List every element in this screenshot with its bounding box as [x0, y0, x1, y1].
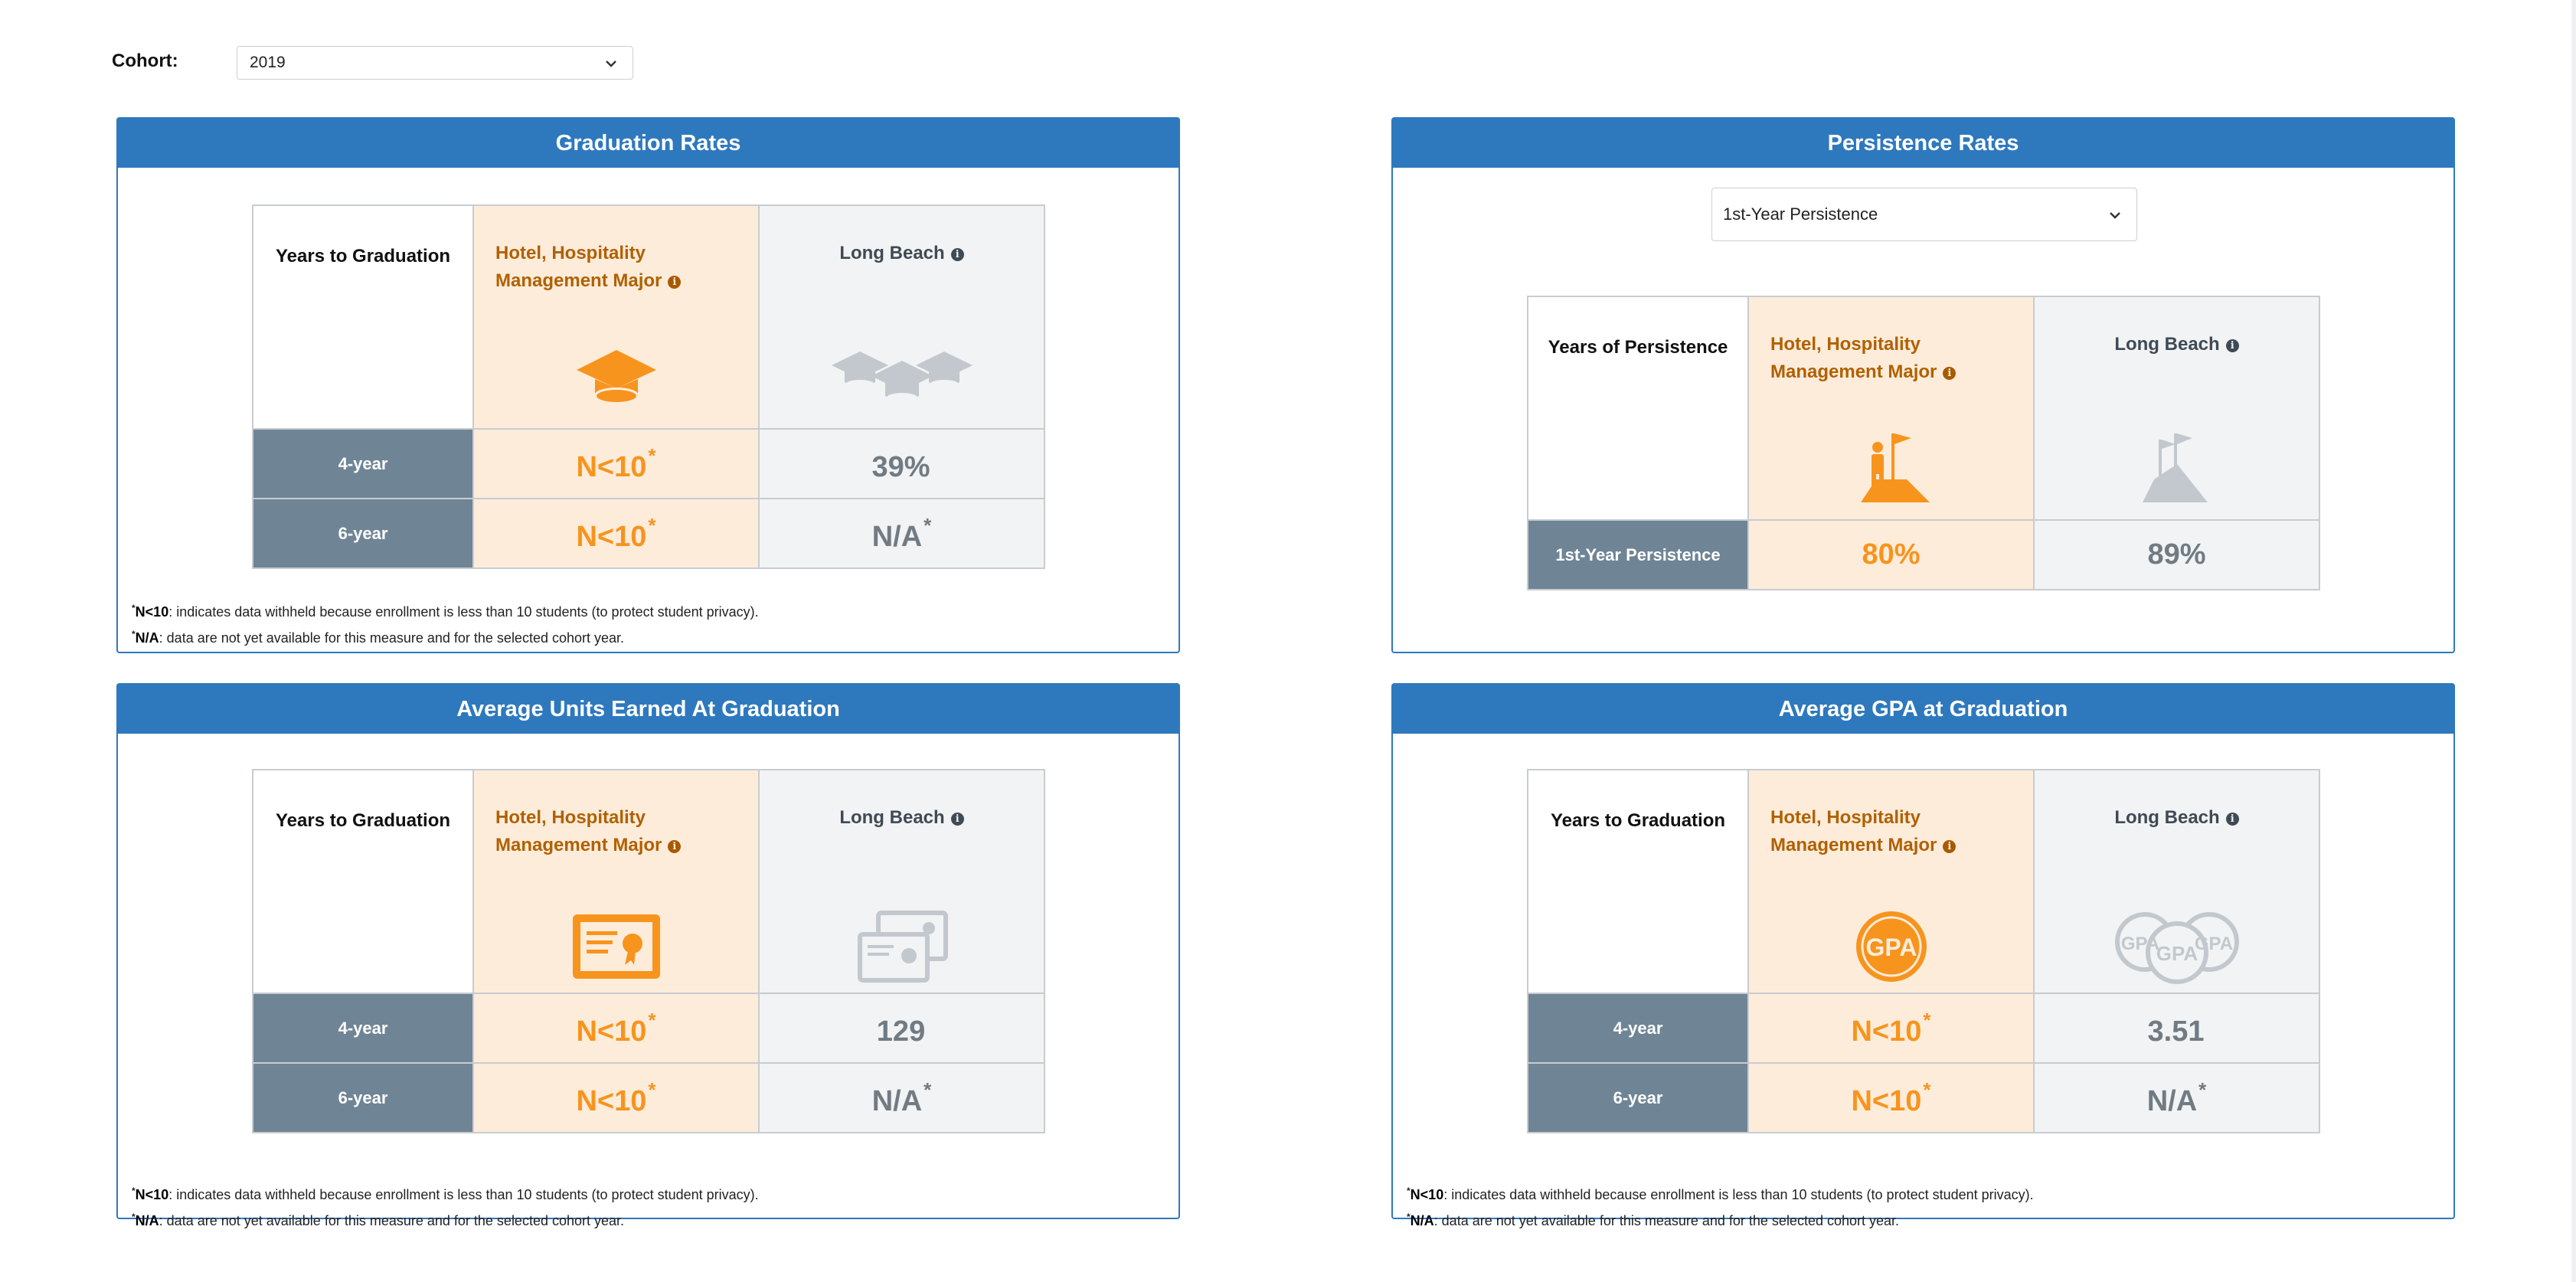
info-icon[interactable]: i — [668, 276, 681, 289]
gpa-badge-icon — [1849, 908, 1934, 985]
person-with-flag-on-mountain-icon — [1845, 426, 1937, 510]
footnote-na: *N/A: data are not yet available for this measure and for the selected cohort year. — [132, 1212, 625, 1228]
major-label: Hotel, Hospitality Management Major — [495, 243, 662, 291]
footnote-n10: *N<10: indicates data withheld because enrollment is less than 10 students (to protect student privacy). — [1407, 1186, 2034, 1202]
major-value: N<10* — [1748, 1063, 2034, 1133]
cohort-label: Cohort: — [112, 51, 178, 71]
table-row — [253, 429, 1044, 499]
average-units-table — [252, 769, 1045, 1133]
cohort-select[interactable] — [237, 46, 633, 80]
graduation-caps-group-icon — [825, 344, 979, 413]
major-label: Hotel, Hospitality Management Major — [1770, 807, 1937, 855]
campus-value: 3.51 — [2034, 993, 2319, 1063]
table-row — [253, 1063, 1044, 1133]
campus-column-header — [759, 770, 1044, 993]
persistence-select-value: 1st-Year Persistence — [1723, 204, 1878, 224]
average-gpa-panel — [1391, 683, 2455, 1228]
persistence-type-select[interactable] — [1711, 188, 2137, 241]
panel-title: Graduation Rates — [118, 119, 1178, 168]
major-column-header — [473, 770, 759, 993]
graduation-rates-table — [252, 204, 1045, 569]
major-value: N<10* — [1748, 993, 2034, 1063]
row-label: 4-year — [1528, 993, 1748, 1063]
svg-text:GPA: GPA — [2120, 934, 2159, 954]
campus-label: Long Beach — [2114, 807, 2220, 828]
info-icon[interactable]: i — [1943, 840, 1956, 853]
campus-value: N/A* — [759, 499, 1044, 568]
table-row — [253, 993, 1044, 1063]
persistence-rates-panel — [1391, 117, 2455, 653]
panel-title: Persistence Rates — [1393, 119, 2453, 168]
info-icon[interactable]: i — [668, 840, 681, 853]
campus-column-header — [2034, 770, 2319, 993]
row-label: 1st-Year Persistence — [1528, 520, 1748, 590]
major-column-header — [473, 205, 759, 429]
panel-title: Average Units Earned At Graduation — [118, 685, 1178, 734]
row-label: 4-year — [253, 429, 473, 499]
campus-value: 129 — [759, 993, 1044, 1063]
table-row — [253, 499, 1044, 568]
diploma-certificates-stack-icon — [852, 908, 952, 985]
major-label: Hotel, Hospitality Management Major — [495, 807, 662, 855]
svg-text:GPA: GPA — [2156, 942, 2198, 965]
campus-value: 39% — [759, 429, 1044, 499]
table-row — [1528, 993, 2319, 1063]
campus-value: N/A* — [2034, 1063, 2319, 1133]
page-scrollbar[interactable] — [2571, 0, 2576, 1282]
info-icon[interactable]: i — [2226, 813, 2239, 826]
graduation-rates-panel — [116, 117, 1180, 653]
footnote-na: *N/A: data are not yet available for this measure and for the selected cohort year. — [1407, 1212, 1900, 1228]
major-column-header — [1748, 770, 2034, 993]
major-column-header — [1748, 296, 2034, 520]
row-label: 6-year — [253, 1063, 473, 1133]
row-header: Years of Persistence — [1528, 296, 1748, 520]
campus-label: Long Beach — [2114, 334, 2220, 355]
info-icon[interactable]: i — [2226, 339, 2239, 352]
campus-label: Long Beach — [839, 807, 945, 828]
footnote-n10: *N<10: indicates data withheld because enrollment is less than 10 students (to protect student privacy). — [132, 603, 759, 620]
chevron-down-icon — [603, 56, 619, 71]
info-icon[interactable]: i — [1943, 367, 1956, 380]
cohort-select-value: 2019 — [250, 54, 286, 71]
campus-column-header — [759, 205, 1044, 429]
footnote-na: *N/A: data are not yet available for this measure and for the selected cohort year. — [132, 629, 625, 646]
row-header: Years to Graduation — [1528, 770, 1748, 993]
diploma-certificate-icon — [567, 908, 666, 985]
major-value: N<10* — [473, 499, 759, 568]
svg-text:GPA: GPA — [2194, 934, 2233, 954]
average-units-panel — [116, 683, 1180, 1228]
row-label: 6-year — [253, 499, 473, 568]
gpa-badges-group-icon — [2108, 908, 2246, 985]
row-header: Years to Graduation — [253, 205, 473, 429]
flags-on-mountain-icon — [2131, 426, 2223, 510]
row-label: 6-year — [1528, 1063, 1748, 1133]
table-row — [1528, 1063, 2319, 1133]
campus-label: Long Beach — [839, 243, 945, 263]
major-label: Hotel, Hospitality Management Major — [1770, 334, 1937, 382]
major-value: 80% — [1748, 520, 2034, 590]
major-value: N<10* — [473, 993, 759, 1063]
panel-title: Average GPA at Graduation — [1393, 685, 2453, 734]
gpa-icon-text: GPA — [1865, 934, 1917, 961]
campus-value: N/A* — [759, 1063, 1044, 1133]
row-label: 4-year — [253, 993, 473, 1063]
major-value: N<10* — [473, 1063, 759, 1133]
info-icon[interactable]: i — [951, 813, 964, 826]
table-row — [1528, 520, 2319, 590]
campus-column-header — [2034, 296, 2319, 520]
graduation-cap-icon — [570, 344, 662, 413]
major-value: N<10* — [473, 429, 759, 499]
row-header: Years to Graduation — [253, 770, 473, 993]
persistence-rates-table — [1527, 296, 2320, 590]
info-icon[interactable]: i — [951, 248, 964, 261]
campus-value: 89% — [2034, 520, 2319, 590]
chevron-down-icon — [2107, 208, 2123, 223]
average-gpa-table — [1527, 769, 2320, 1133]
footnote-n10: *N<10: indicates data withheld because enrollment is less than 10 students (to protect student privacy). — [132, 1186, 759, 1202]
